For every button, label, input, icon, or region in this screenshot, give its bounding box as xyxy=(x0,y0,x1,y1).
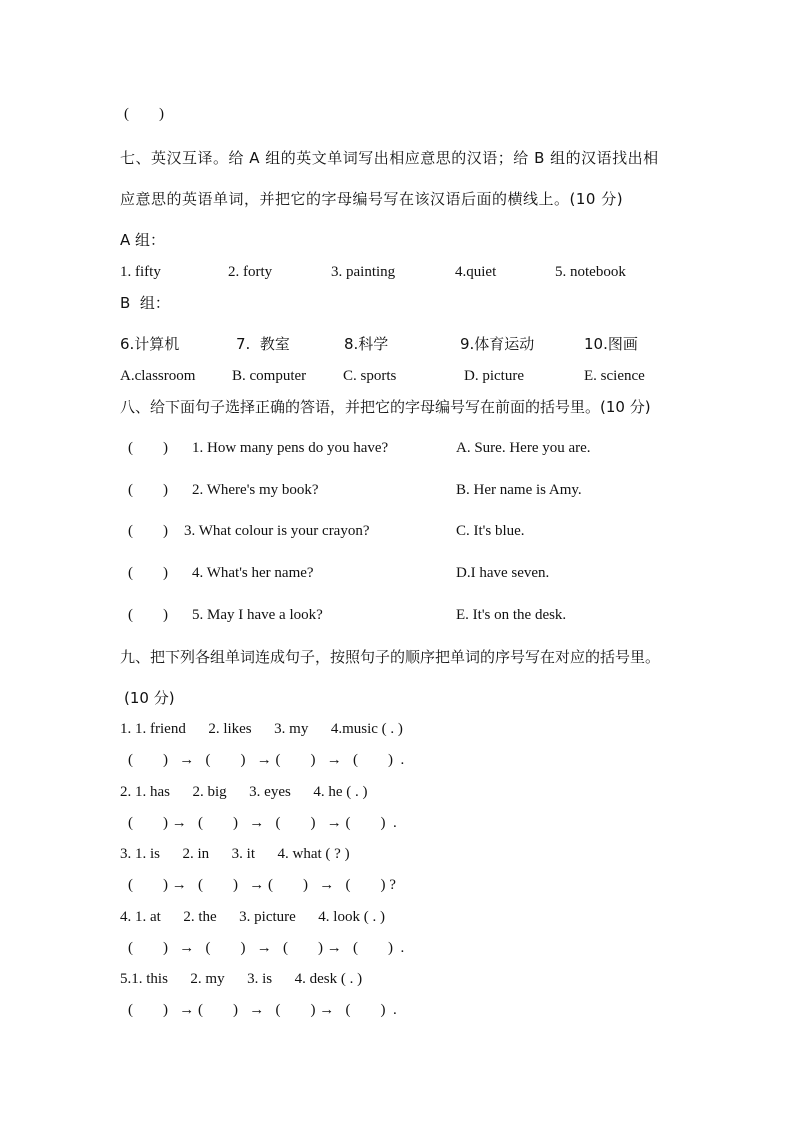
answer-option: C. It's blue. xyxy=(456,523,525,539)
option-item: C. sports xyxy=(343,368,397,384)
answer-blank[interactable]: ( ) xyxy=(124,106,164,122)
word-group: 5.1. this 2. my 3. is 4. desk ( . ) xyxy=(120,971,363,987)
word-group: 3. 1. is 2. in 3. it 4. what ( ? ) xyxy=(120,846,350,862)
group-a-word: 2. forty xyxy=(228,264,273,280)
word-group: 1. 1. friend 2. likes 3. my 4.music ( . ) xyxy=(120,721,403,737)
section-9-title-line-1: 九、把下列各组单词连成句子，按照句子的顺序把单词的序号写在对应的括号里。 xyxy=(120,648,661,666)
group-b-word: 6.计算机 xyxy=(120,335,180,353)
answer-blank[interactable]: ( ) xyxy=(128,440,168,456)
answer-sequence[interactable]: ( ) → ( ) → ( ) → ( ) . xyxy=(128,1002,397,1018)
question-text: 2. Where's my book? xyxy=(192,482,319,498)
answer-sequence[interactable]: ( ) → ( ) → ( ) → ( ) . xyxy=(128,815,397,831)
answer-blank[interactable]: ( ) xyxy=(128,523,168,539)
group-b-label: B 组： xyxy=(120,294,170,312)
answer-blank[interactable]: ( ) xyxy=(128,607,168,623)
option-item: D. picture xyxy=(464,368,524,384)
answer-option: E. It's on the desk. xyxy=(456,607,567,623)
word-group: 4. 1. at 2. the 3. picture 4. look ( . ) xyxy=(120,909,385,925)
group-b-word: 8.科学 xyxy=(344,335,389,353)
group-b-word: 10.图画 xyxy=(584,335,638,353)
group-a-word: 5. notebook xyxy=(555,264,626,280)
question-text: 3. What colour is your crayon? xyxy=(184,523,370,539)
group-a-word: 4.quiet xyxy=(455,264,497,280)
question-text: 4. What's her name? xyxy=(192,565,314,581)
answer-option: B. Her name is Amy. xyxy=(456,482,582,498)
group-a-word: 3. painting xyxy=(331,264,396,280)
answer-sequence[interactable]: ( ) → ( ) → ( ) → ( ) . xyxy=(128,940,405,956)
section-9-title-line-2: (10 分) xyxy=(124,689,175,707)
group-b-word: 7. 教室 xyxy=(236,335,290,353)
answer-sequence[interactable]: ( ) → ( ) → ( ) → ( ) . xyxy=(128,752,405,768)
answer-blank[interactable]: ( ) xyxy=(128,482,168,498)
answer-option: D.I have seven. xyxy=(456,565,550,581)
word-group: 2. 1. has 2. big 3. eyes 4. he ( . ) xyxy=(120,784,368,800)
question-text: 5. May I have a look? xyxy=(192,607,323,623)
section-7-title-line-1: 七、英汉互译。给 A 组的英文单词写出相应意思的汉语；给 B 组的汉语找出相 xyxy=(120,149,659,167)
option-item: E. science xyxy=(584,368,645,384)
group-a-word: 1. fifty xyxy=(120,264,161,280)
section-8-title: 八、给下面句子选择正确的答语，并把它的字母编号写在前面的括号里。(10 分) xyxy=(120,398,651,416)
option-item: B. computer xyxy=(232,368,307,384)
group-b-word: 9.体育运动 xyxy=(460,335,535,353)
answer-blank[interactable]: ( ) xyxy=(128,565,168,581)
group-a-label: A 组： xyxy=(120,231,166,249)
answer-option: A. Sure. Here you are. xyxy=(456,440,591,456)
option-item: A.classroom xyxy=(120,368,196,384)
section-7-title-line-2: 应意思的英语单词，并把它的字母编号写在该汉语后面的横线上。(10 分) xyxy=(120,190,624,208)
answer-sequence[interactable]: ( ) → ( ) → ( ) → ( ) ? xyxy=(128,877,396,893)
question-text: 1. How many pens do you have? xyxy=(192,440,389,456)
